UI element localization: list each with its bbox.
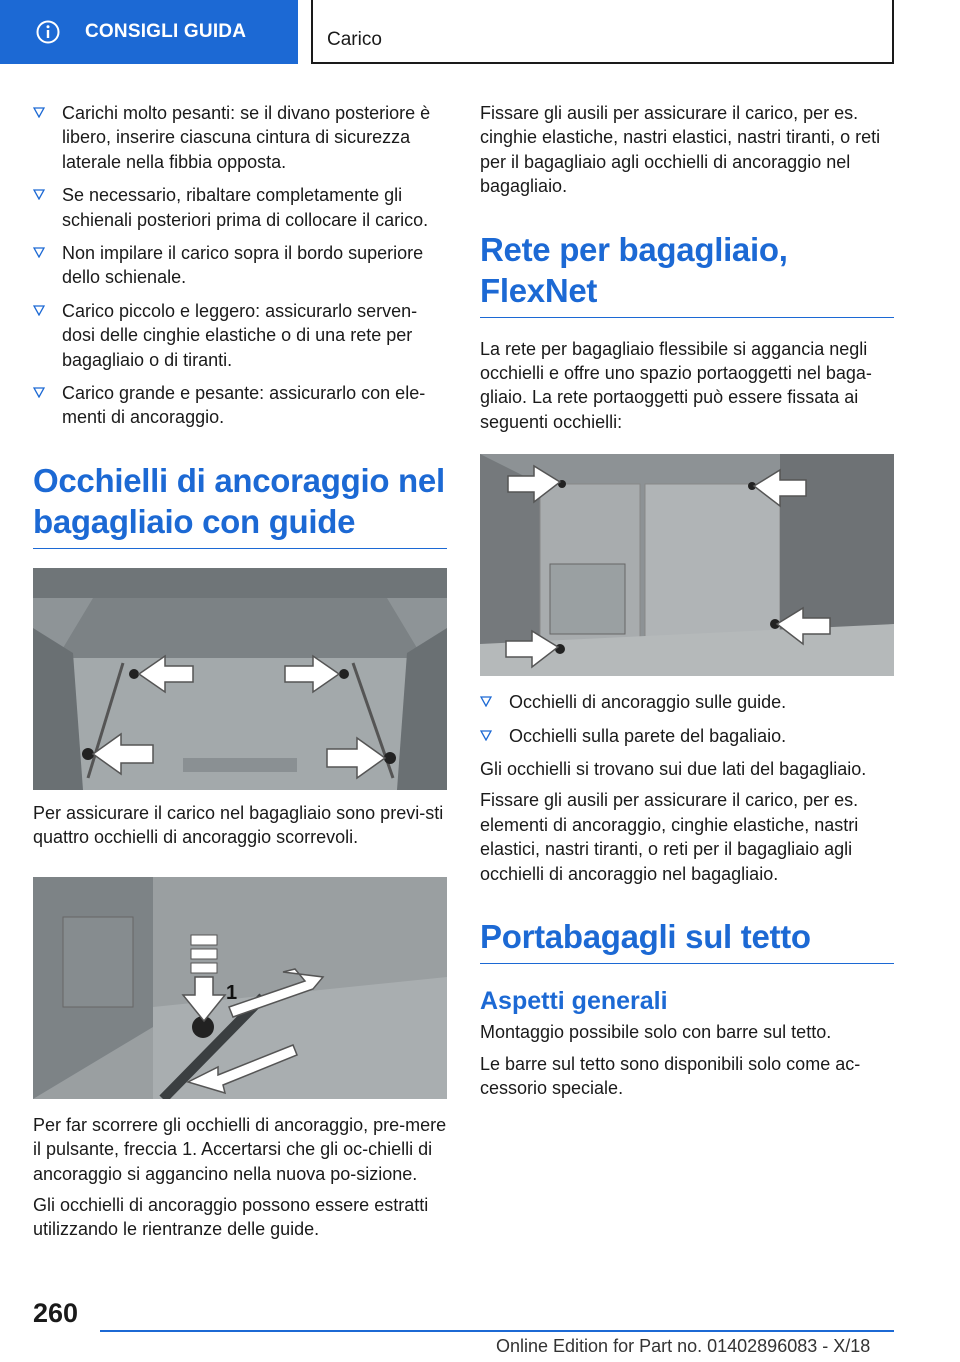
- list-item: Occhielli di ancoraggio sulle guide.: [480, 690, 894, 714]
- image-caption: Per assicurare il carico nel bagagliaio sono previ‐sti quattro occhielli di ancoraggio scorrevoli.: [33, 802, 444, 848]
- image-caption: Per far scorrere gli occhielli di ancoraggio, pre‐mere il pulsante, freccia 1. Accertarsi che gli oc‐chielli di ancoraggio si aggancino nella nuova po‐sizione.: [33, 1114, 447, 1184]
- right-column: [480, 101, 894, 1107]
- flexnet-anchors-image: [480, 454, 894, 676]
- info-icon: [36, 20, 60, 44]
- list-item: Occhielli sulla parete del bagaliaio.: [480, 724, 894, 748]
- paragraph: Fissare gli ausili per assicurare il carico, per es. cinghie elastiche, nastri elastici, nastri tiranti, o reti per il bagagliaio agli occhielli di ancoraggio nel bagagliaio.: [480, 103, 881, 197]
- paragraph: Gli occhielli si trovano sui due lati del bagagliaio.: [480, 759, 867, 780]
- list-item: Carichi molto pesanti: se il divano posteriore è libero, inserire ciascuna cintura di sicurezza laterale nella fibbia opposta.: [33, 101, 447, 174]
- triangle-bullet-icon: [33, 386, 45, 398]
- section-tab[interactable]: [0, 0, 298, 64]
- section-heading: Portabagagli sul tetto: [480, 916, 894, 964]
- triangle-bullet-icon: [33, 188, 45, 200]
- triangle-bullet-icon: [33, 304, 45, 316]
- section-heading: Occhielli di ancoraggio nel bagagliaio con guide: [33, 460, 447, 549]
- chapter-header: [311, 0, 894, 64]
- trunk-anchors-image: [33, 568, 447, 790]
- list-item: Carico grande e pesante: assicurarlo con ele‐menti di ancoraggio.: [33, 381, 447, 430]
- section-tab-label: CONSIGLI GUIDA: [85, 21, 247, 42]
- triangle-bullet-icon: [480, 729, 492, 741]
- paragraph: Gli occhielli di ancoraggio possono essere estratti utilizzando le rientranze delle guide.: [33, 1194, 429, 1240]
- edition-note: Online Edition for Part no. 01402896083 - X/18: [496, 1336, 871, 1356]
- triangle-bullet-icon: [480, 695, 492, 707]
- paragraph: Montaggio possibile solo con barre sul tetto.: [480, 1022, 832, 1043]
- section-heading: Rete per bagagliaio, FlexNet: [480, 229, 894, 318]
- subsection-heading: Aspetti generali: [480, 987, 668, 1016]
- page-number: 260: [33, 1298, 79, 1328]
- paragraph: Le barre sul tetto sono disponibili solo come ac‐cessorio speciale.: [480, 1053, 861, 1098]
- triangle-bullet-icon: [33, 246, 45, 258]
- paragraph: Fissare gli ausili per assicurare il carico, per es. elementi di ancoraggio, cinghie elastiche, nastri elastici, nastri tiranti, o reti per il bagagliaio agli occhielli di ancoraggio nel bagagliaio.: [480, 790, 859, 884]
- paragraph: La rete per bagagliaio flessibile si aggancia negli occhielli e offre uno spazio portaoggetti nel baga‐gliaio. La rete portaoggetti può essere fissata ai seguenti occhielli:: [480, 338, 872, 432]
- chapter-title: Carico: [327, 29, 382, 50]
- list-item: Se necessario, ribaltare completamente gli schienali posteriori prima di collocare il carico.: [33, 183, 447, 232]
- triangle-bullet-icon: [33, 106, 45, 118]
- footer-divider: [100, 1330, 894, 1332]
- callout-label: 1: [226, 981, 238, 1004]
- rail-slide-image: [33, 877, 447, 1099]
- list-item: Carico piccolo e leggero: assicurarlo serven‐dosi delle cinghie elastiche o di una rete per bagagliaio o di tiranti.: [33, 299, 447, 372]
- left-column: [33, 101, 447, 1249]
- list-item: Non impilare il carico sopra il bordo superiore dello schienale.: [33, 241, 447, 290]
